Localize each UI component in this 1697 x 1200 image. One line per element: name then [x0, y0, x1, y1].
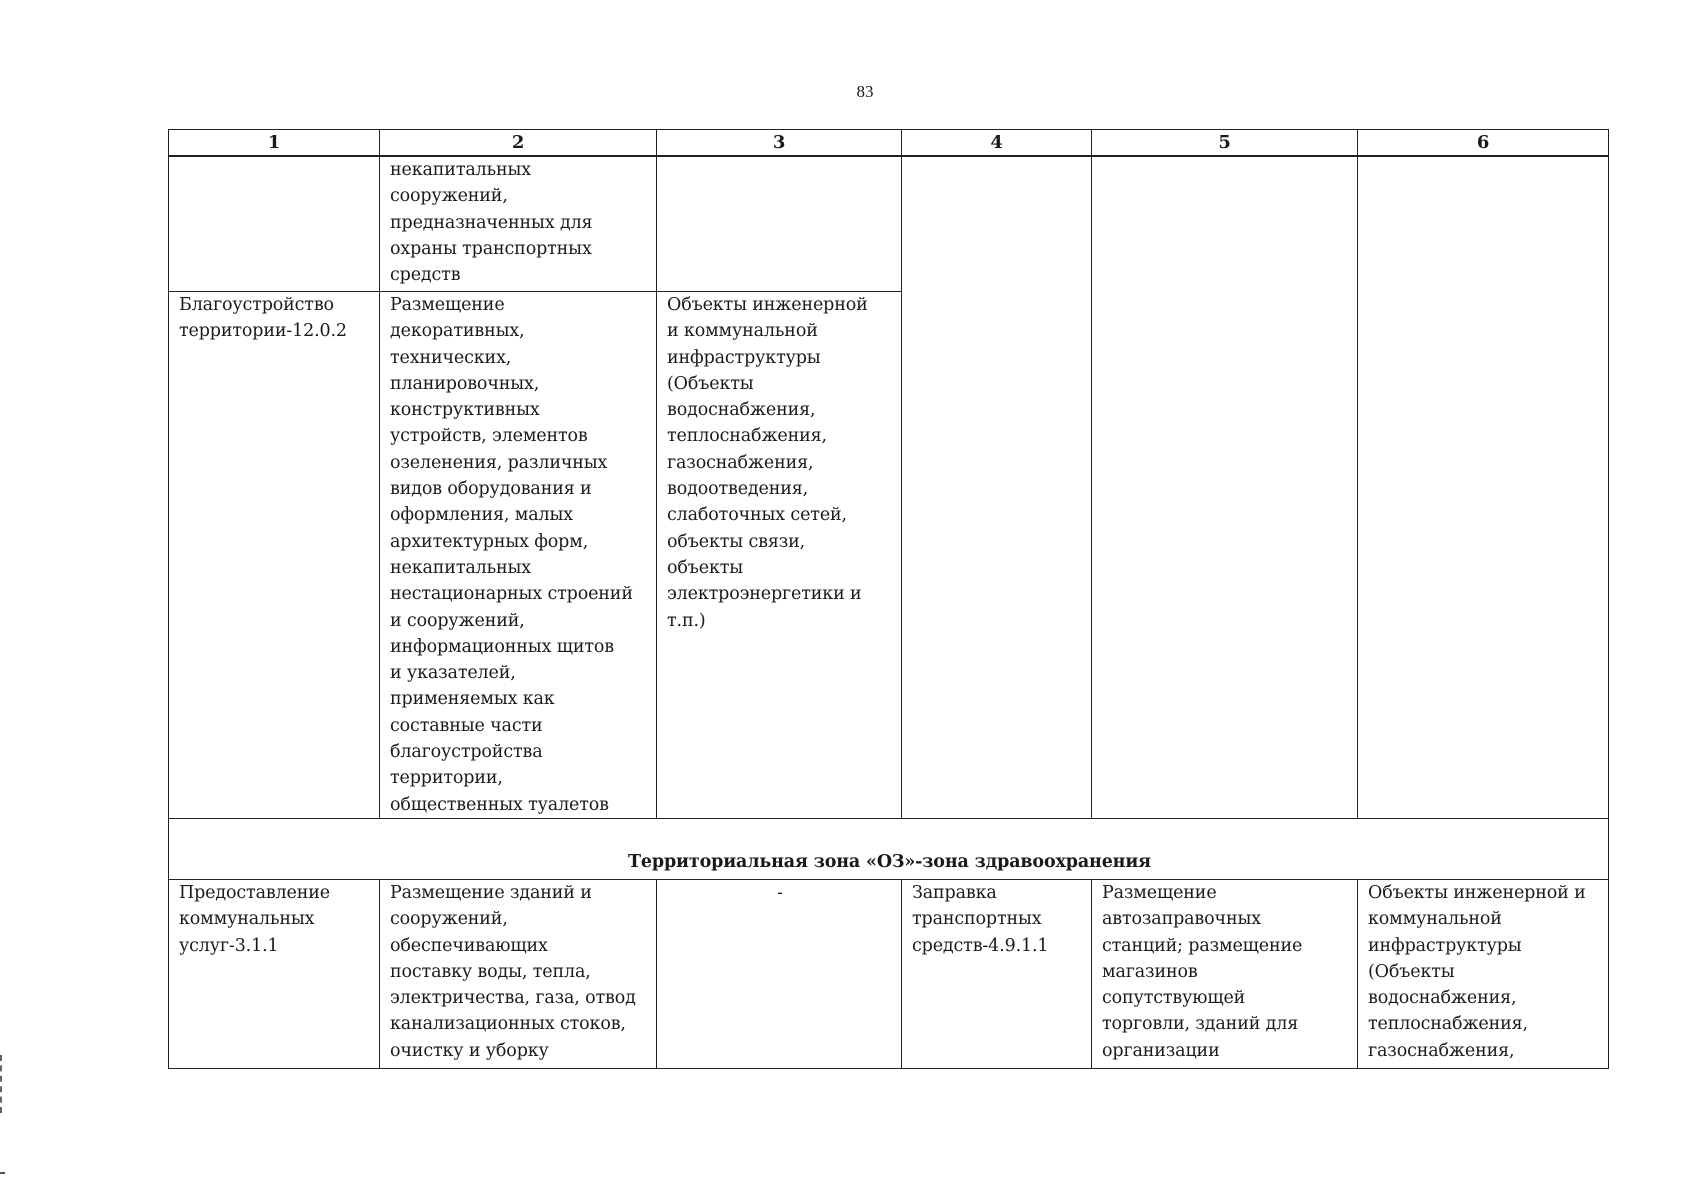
table-row [169, 156, 1609, 292]
table-cell-auxiliary: - [657, 879, 902, 1068]
column-header-1: 1 [169, 130, 380, 157]
table-cell-description: Размещение зданий и сооружений, обеспечивающих поставку воды, тепла, электричества, газа, отвод канализационных стоков, очистку и уборку [380, 879, 657, 1068]
table-cell-description: Размещение декоративных, технических, планировочных, конструктивных устройств, элементов озеленения, различных видов оборудования и оформления, малых архитектурных форм, некапитальных нестационарных строений и сооружений, информационных щитов и указателей, применяемых как составные части благоустройства территории, общественных туалетов [380, 292, 657, 819]
page-number: 83 [856, 82, 874, 101]
table-header-row [169, 130, 1609, 157]
table-cell-conditional-description: Размещение автозаправочных станций; размещение магазинов сопутствующей торговли, зданий для организации [1092, 879, 1358, 1068]
table-cell-use-type [169, 156, 380, 292]
table-cell-col5-empty [1092, 156, 1358, 818]
table-cell-auxiliary: Объекты инженерной и коммунальной инфраструктуры (Объекты водоснабжения, теплоснабжения, газоснабжения, водоотведения, слаботочных сетей, объекты связи, объекты электроэнергетики и т.п.) [657, 292, 902, 819]
land-use-table [168, 129, 1609, 1069]
column-header-6: 6 [1358, 130, 1609, 157]
table-cell-auxiliary [657, 156, 902, 292]
zone-heading-row [169, 818, 1609, 879]
scan-edge-marks [0, 1055, 5, 1113]
column-header-5: 5 [1092, 130, 1358, 157]
table-cell-conditional-auxiliary: Объекты инженерной и коммунальной инфраструктуры (Объекты водоснабжения, теплоснабжения, газоснабжения, [1358, 879, 1609, 1068]
column-header-3: 3 [657, 130, 902, 157]
table-cell-conditional-use: Заправка транспортных средств-4.9.1.1 [902, 879, 1092, 1068]
table-row [169, 879, 1609, 1068]
table-cell-col4-empty [902, 156, 1092, 818]
table-cell-col6-empty [1358, 156, 1609, 818]
table-cell-use-type: Предоставление коммунальных услуг-3.1.1 [169, 879, 380, 1068]
column-header-4: 4 [902, 130, 1092, 157]
table-cell-description: некапитальных сооружений, предназначенных для охраны транспортных средств [380, 156, 657, 292]
column-header-2: 2 [380, 130, 657, 157]
table-cell-use-type: Благоустройство территории-12.0.2 [169, 292, 380, 819]
scan-edge-dash [0, 1172, 5, 1174]
zone-heading: Территориальная зона «ОЗ»-зона здравоохранения [169, 818, 1609, 879]
